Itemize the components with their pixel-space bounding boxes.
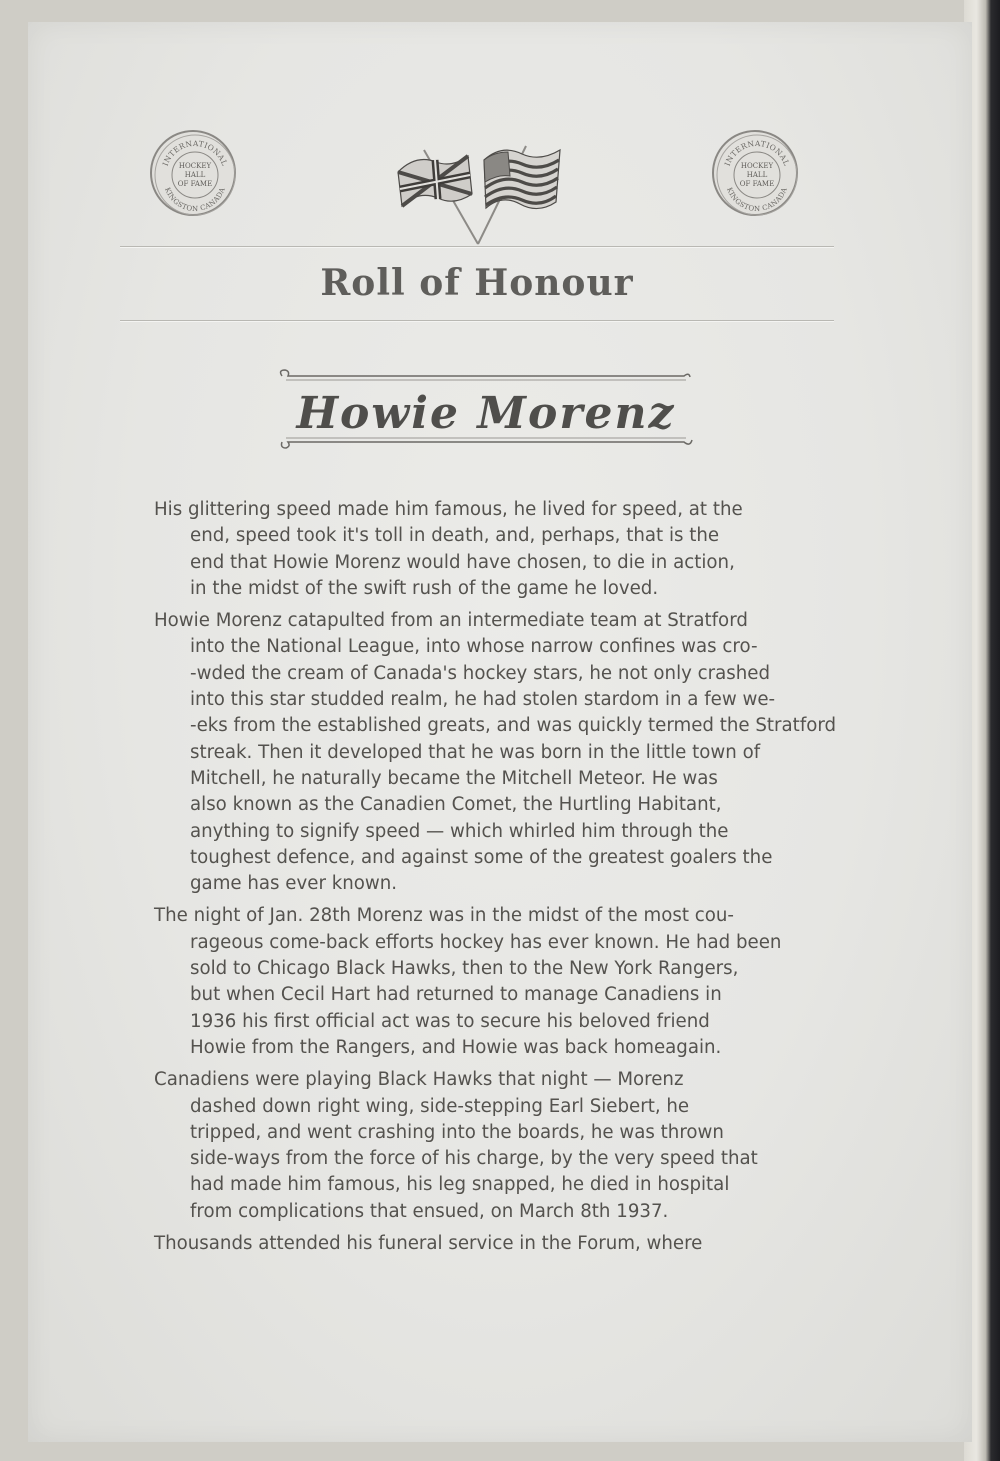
page-heading: Roll of Honour (320, 262, 634, 304)
text-line: also known as the Canadien Comet, the Hurtling Habitant, (190, 794, 722, 816)
text-line: but when Cecil Hart had returned to manage Canadiens in (190, 984, 722, 1006)
text-line: from complications that ensued, on March 8th 1937. (190, 1200, 669, 1222)
text-line: Thousands attended his funeral service in the Forum, where (154, 1233, 703, 1255)
text-line: streak. Then it developed that he was born in the little town of (190, 741, 761, 763)
text-line: sold to Chicago Black Hawks, then to the New York Rangers, (190, 958, 739, 980)
seal-center-line-2: HALL (746, 171, 768, 179)
union-jack-flag-icon (398, 156, 472, 206)
text-line: -eks from the established greats, and was quickly termed the Stratford (190, 715, 837, 737)
hall-of-fame-seal-left (150, 130, 236, 216)
text-line: Mitchell, he naturally became the Mitchell Meteor. He was (190, 767, 718, 789)
honoree-name: Howie Morenz (296, 388, 676, 439)
seal-ring-top-text: INTERNATIONAL (160, 138, 230, 168)
paragraph-5 (154, 1231, 822, 1257)
text-line: -wded the cream of Canada's hockey stars, he not only crashed (190, 662, 771, 684)
seal-ring-top-text: INTERNATIONAL (722, 138, 792, 168)
text-line: Canadiens were playing Black Hawks that night — Morenz (154, 1069, 684, 1091)
seal-center-line-1: HOCKEY (178, 162, 212, 170)
svg-text:KINGSTON CANADA (725, 186, 789, 213)
seal-center-line-3: OF FAME (739, 180, 775, 188)
text-line: had made him famous, his leg snapped, he died in hospital (190, 1174, 730, 1196)
text-line: into this star studded realm, he had stolen stardom in a few we- (190, 689, 776, 711)
text-line: The night of Jan. 28th Morenz was in the midst of the most cou- (154, 905, 734, 927)
text-line: tripped, and went crashing into the boards, he was thrown (190, 1121, 724, 1143)
text-line: game has ever known. (190, 873, 398, 895)
text-line: anything to signify speed — which whirled him through the (190, 820, 729, 842)
text-line: dashed down right wing, side-stepping Earl Siebert, he (190, 1095, 690, 1117)
text-line: toughest defence, and against some of the greatest goalers the (190, 846, 773, 868)
hall-of-fame-seal-right (712, 130, 798, 216)
text-line: end, speed took it's toll in death, and, perhaps, that is the (190, 525, 720, 547)
seal-ring-bottom-text: KINGSTON CANADA (163, 186, 227, 214)
seal-center-line-3: OF FAME (177, 180, 213, 188)
text-line: Howie Morenz catapulted from an intermediate team at Stratford (154, 610, 748, 632)
heading-rule-top (120, 246, 834, 248)
text-line: Howie from the Rangers, and Howie was back homeagain. (190, 1036, 722, 1058)
text-line: in the midst of the swift rush of the game he loved. (190, 577, 659, 599)
text-line: 1936 his first official act was to secure his beloved friend (190, 1010, 710, 1032)
seal-center-line-2: HALL (184, 171, 206, 179)
paragraph-1 (154, 497, 822, 602)
paragraph-2 (154, 608, 837, 897)
text-line: into the National League, into whose narrow confines was cro- (190, 636, 758, 658)
text-line: rageous come-back efforts hockey has ever known. He had been (190, 931, 782, 953)
text-line: side-ways from the force of his charge, by the very speed that (190, 1148, 758, 1170)
seal-center-line-1: HOCKEY (740, 162, 774, 170)
document-page (28, 22, 972, 1442)
biography-text (154, 497, 837, 1263)
heading-rule-bottom (120, 320, 834, 322)
seal-ring-bottom-text: KINGSTON CANADA (725, 186, 789, 214)
text-line: end that Howie Morenz would have chosen, to die in action, (190, 551, 735, 573)
crossed-flags-icon (388, 132, 568, 254)
paragraph-4 (154, 1067, 822, 1225)
us-flag-icon (484, 150, 560, 209)
paragraph-3 (154, 903, 822, 1061)
svg-text:KINGSTON CANADA (163, 186, 227, 213)
text-line: His glittering speed made him famous, he lived for speed, at the (154, 499, 743, 520)
